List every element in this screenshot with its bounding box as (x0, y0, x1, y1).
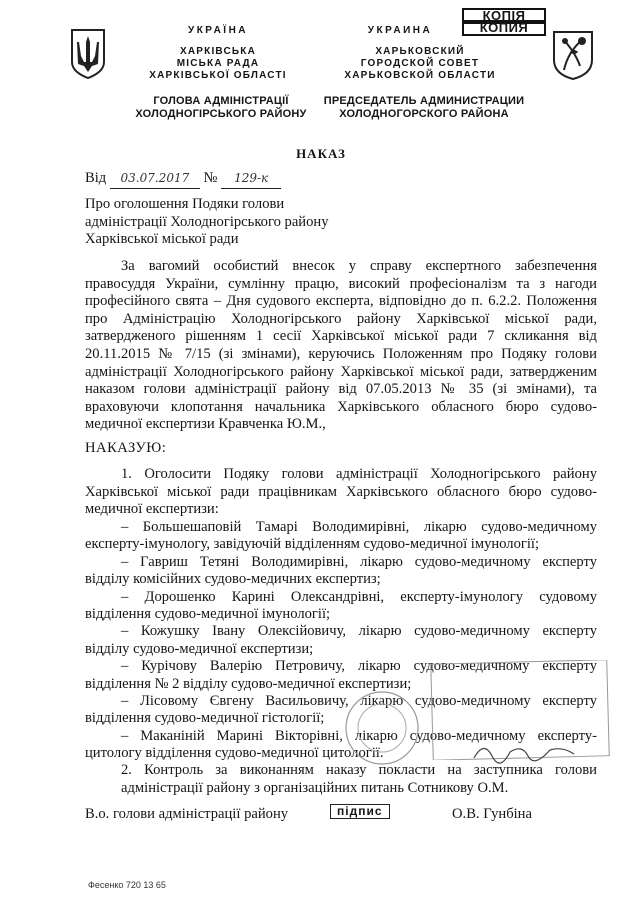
copy-stamp-ru: КОПИЯ (462, 20, 546, 36)
header-left (120, 25, 316, 82)
person-line: відділу комісійних судово-медичних експертиз; (85, 571, 381, 588)
person-line: експерту-імунологу, завідуючій відділенням судово-медичної імунології; (85, 536, 540, 553)
person-line: – Курічову Валерію Петровичу, лікарю судово-медичному експерту (121, 658, 597, 675)
subject-line-2: адміністрації Холодногірського району (85, 213, 329, 230)
number-prefix: № (203, 170, 218, 186)
header-right-council-2: ГОРОДСКОЙ СОВЕТ (360, 58, 480, 69)
header-right-country: УКРАИНА (367, 25, 433, 36)
subject-block (85, 196, 385, 249)
orders-heading: НАКАЗУЮ: (85, 440, 167, 456)
person-entry (85, 623, 597, 658)
handwritten-signature-icon (470, 738, 590, 766)
preamble-line: про Адміністрацію Холодногірського району Харківської міської ради, (85, 310, 597, 327)
person-line: відділу судово-медичної експертизи; (85, 640, 314, 657)
preamble-line: медичної експертизи Кравченка Ю.М., (85, 416, 326, 433)
person-line: відділення судово-медичної імунології; (85, 606, 331, 623)
preamble-line: За вагомий особистий внесок у справу експертного забезпечення (121, 258, 597, 274)
person-line: відділення № 2 відділу судово-медичної експертизи; (85, 675, 412, 692)
person-line: – Дорошенко Карині Олександрівні, експерту-імунологу судовому (121, 588, 597, 605)
item1-line: 1. Оголосити Подяку голови адміністрації Холодногірського району (121, 466, 597, 482)
preamble-line: професійного свята – Дня судового експерта, відповідно до п. 6.2.2. Положення (85, 293, 597, 310)
header-left-country: УКРАЇНА (187, 25, 249, 36)
item1-line: медичної експертизи: (85, 501, 219, 518)
preamble-line: враховуючи клопотання начальника Харківського обласного бюро судово- (85, 398, 597, 415)
preamble-line: адміністрації Холодногірського району Харківської міської ради, затвердженим (85, 363, 597, 380)
preamble (85, 258, 597, 434)
signature-stamp: підпис (330, 804, 390, 819)
item1-line: Харківської міської ради працівникам Харківського обласного бюро судово- (85, 483, 597, 500)
date-value: 03.07.2017 (110, 170, 200, 189)
person-entry (85, 554, 597, 589)
copy-stamp-ua: КОПІЯ (462, 8, 546, 24)
subject-line-1: Про оголошення Подяки голови (85, 196, 285, 212)
preamble-line: правосуддя України, сумлінну працю, високий професіоналізм та з нагоди (85, 275, 597, 292)
person-line: – Гавриш Тетяні Володимирівні, лікарю судово-медичному експерту (121, 553, 597, 570)
header-left-head-2: ХОЛОДНОГІРСЬКОГО РАЙОНУ (135, 108, 307, 120)
footer-contact: Фесенко 720 13 65 (88, 880, 166, 890)
header-left-council-1: ХАРКІВСЬКА (179, 46, 257, 57)
person-line: – Большешаповій Тамарі Володимирівні, лікарю судово-медичному (121, 519, 597, 535)
item2-line: адміністрації району з організаційних питань Сотникову О.М. (121, 779, 509, 796)
person-entry (85, 589, 597, 624)
preamble-line: затвердженого рішенням 1 сесії Харківської міської ради 7 скликання від (85, 328, 597, 345)
coat-of-arms-icon (70, 28, 106, 80)
kharkiv-emblem-icon (552, 30, 594, 80)
person-line: – Лісовому Євгену Васильовичу, лікарю судово-медичному експерту (121, 693, 597, 710)
header-right-head-1: ПРЕДСЕДАТЕЛЬ АДМИНИСТРАЦИИ (323, 95, 525, 107)
page-title: НАКАЗ (296, 146, 346, 161)
person-line: – Маканіній Марині Вікторівні, лікарю судово-медичному експерту- (121, 727, 597, 744)
date-number-line (85, 170, 281, 189)
date-prefix: Від (85, 170, 107, 186)
subject-line-3: Харківської міської ради (85, 231, 239, 248)
header-left-council-2: МІСЬКА РАДА (176, 58, 260, 69)
order-item-1 (85, 466, 597, 519)
header-right-council-1: ХАРЬКОВСКИЙ (375, 46, 465, 57)
header-left-council-3: ХАРКІВСЬКОЇ ОБЛАСТІ (149, 70, 287, 81)
number-value: 129-к (221, 170, 281, 189)
signature-left: В.о. голови адміністрації району (85, 806, 289, 822)
preamble-line: 20.11.2015 № 7/15 (зі змінами), керуючись Положенням про Подяку голови (85, 345, 597, 362)
order-item-2 (85, 762, 597, 797)
signature-right: О.В. Гунбіна (452, 806, 532, 822)
person-line: відділення судово-медичної гістології; (85, 710, 325, 727)
person-line: – Кожушку Івану Олексійовичу, лікарю судово-медичному експерту (121, 623, 597, 640)
item2-line: 2. Контроль за виконанням наказу покласти на заступника голови (121, 762, 597, 778)
person-line: цитологу відділення судово-медичної цитології. (85, 745, 384, 762)
header-right-council-3: ХАРЬКОВСКОЙ ОБЛАСТИ (344, 70, 496, 81)
header-right-head-2: ХОЛОДНОГОРСКОГО РАЙОНА (339, 108, 509, 120)
header-right-head (318, 95, 530, 121)
header-left-head-1: ГОЛОВА АДМІНІСТРАЦІЇ (153, 95, 289, 107)
header-left-head (128, 95, 314, 121)
person-entry (85, 519, 597, 554)
preamble-line: наказом голови адміністрації району від 07.05.2013 № 35 (зі змінами), та (85, 381, 597, 398)
official-seal-icon (342, 688, 422, 768)
